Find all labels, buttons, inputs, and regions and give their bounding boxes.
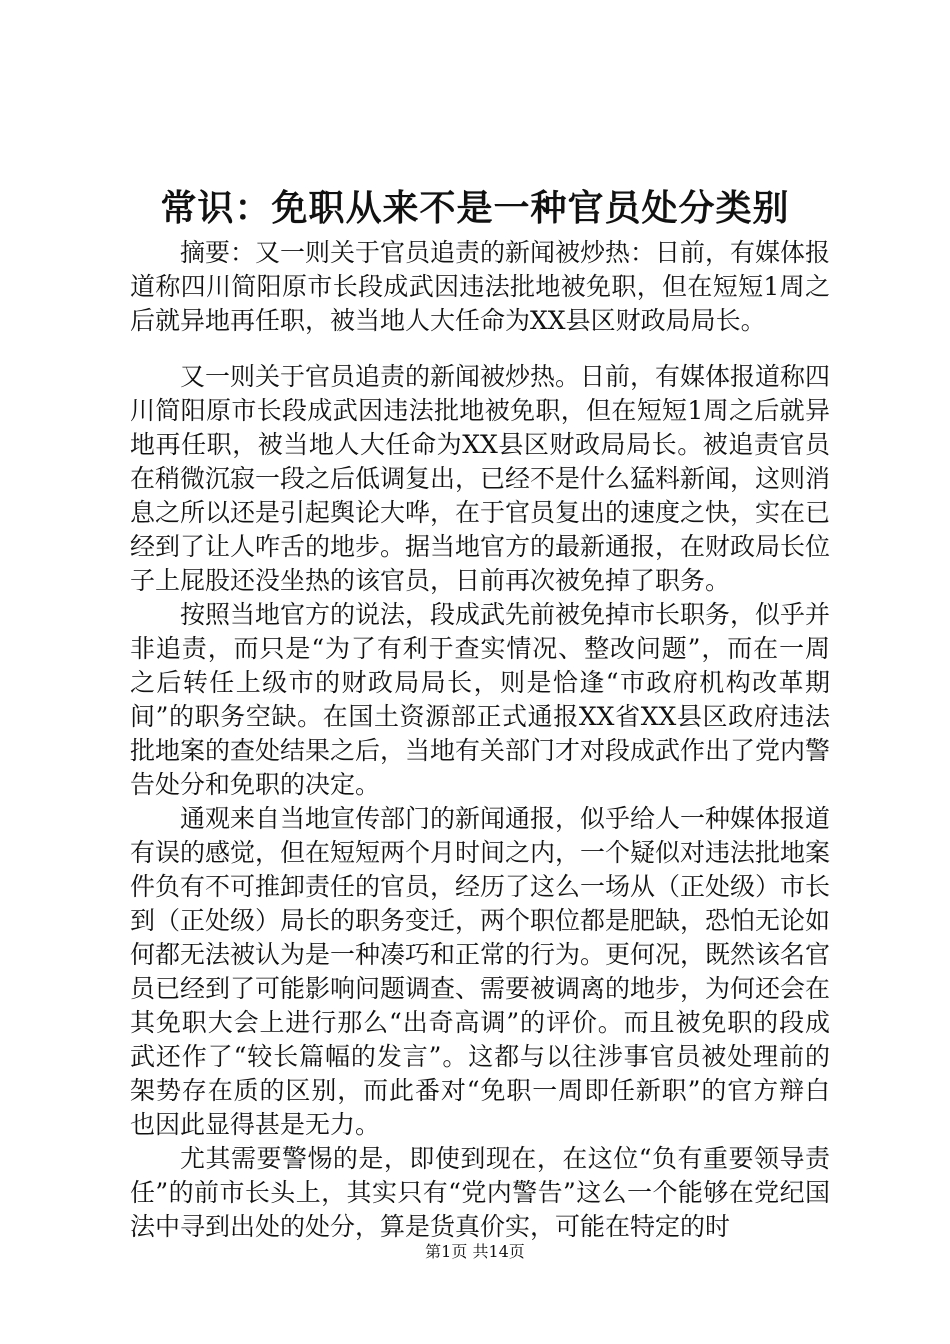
- body-block-2: [130, 598, 830, 1244]
- document-title: 常识：免职从来不是一种官员处分类别: [160, 187, 790, 229]
- abstract-block: [130, 236, 830, 338]
- paragraph-2: 按照当地官方的说法，段成武先前被免掉市长职务，似乎并非追责，而只是“为了有利于查实情况、整改问题”，而在一周之后转任上级市的财政局局长，则是恰逢“市政府机构改革期间”的职务空缺。在国土资源部正式通报XX省XX县区政府违法批地案的查处结果之后，当地有关部门才对段成武作出了党内警告处分和免职的决定。: [130, 600, 831, 799]
- paragraph-3: 通观来自当地宣传部门的新闻通报，似乎给人一种媒体报道有误的感觉，但在短短两个月时间之内，一个疑似对违法批地案件负有不可推卸责任的官员，经历了这么一场从（正处级）市长到（正处级）局长的职务变迁，两个职位都是肥缺，恐怕无论如何都无法被认为是一种凑巧和正常的行为。更何况，既然该名官员已经到了可能影响问题调查、需要被调离的地步，为何还会在其免职大会上进行那么“出奇高调”的评价。而且被免职的段成武还作了“较长篇幅的发言”。这都与以往涉事官员被处理前的架势存在质的区别，而此番对“免职一周即任新职”的官方辩白也因此显得甚是无力。: [130, 804, 831, 1139]
- paragraph-4: 尤其需要警惕的是，即使到现在，在这位“负有重要领导责任”的前市长头上，其实只有“党内警告”这么一个能够在党纪国法中寻到出处的处分，算是货真价实，可能在特定的时: [130, 1144, 830, 1241]
- paragraph-abstract: 摘要：又一则关于官员追责的新闻被炒热：日前，有媒体报道称四川简阳原市长段成武因违法批地被免职，但在短短1周之后就异地再任职，被当地人大任命为XX县区财政局局长。: [130, 238, 831, 335]
- page-footer: 第1页 共14页: [425, 1242, 525, 1261]
- body-block-1: [130, 360, 830, 598]
- paragraph-1: 又一则关于官员追责的新闻被炒热。日前，有媒体报道称四川简阳原市长段成武因违法批地被免职，但在短短1周之后就异地再任职，被当地人大任命为XX县区财政局局长。被追责官员在稍微沉寂一段之后低调复出，已经不是什么猛料新闻，这则消息之所以还是引起舆论大哗，在于官员复出的速度之快，实在已经到了让人咋舌的地步。据当地官方的最新通报，在财政局长位子上屁股还没坐热的该官员，日前再次被免掉了职务。: [130, 362, 831, 595]
